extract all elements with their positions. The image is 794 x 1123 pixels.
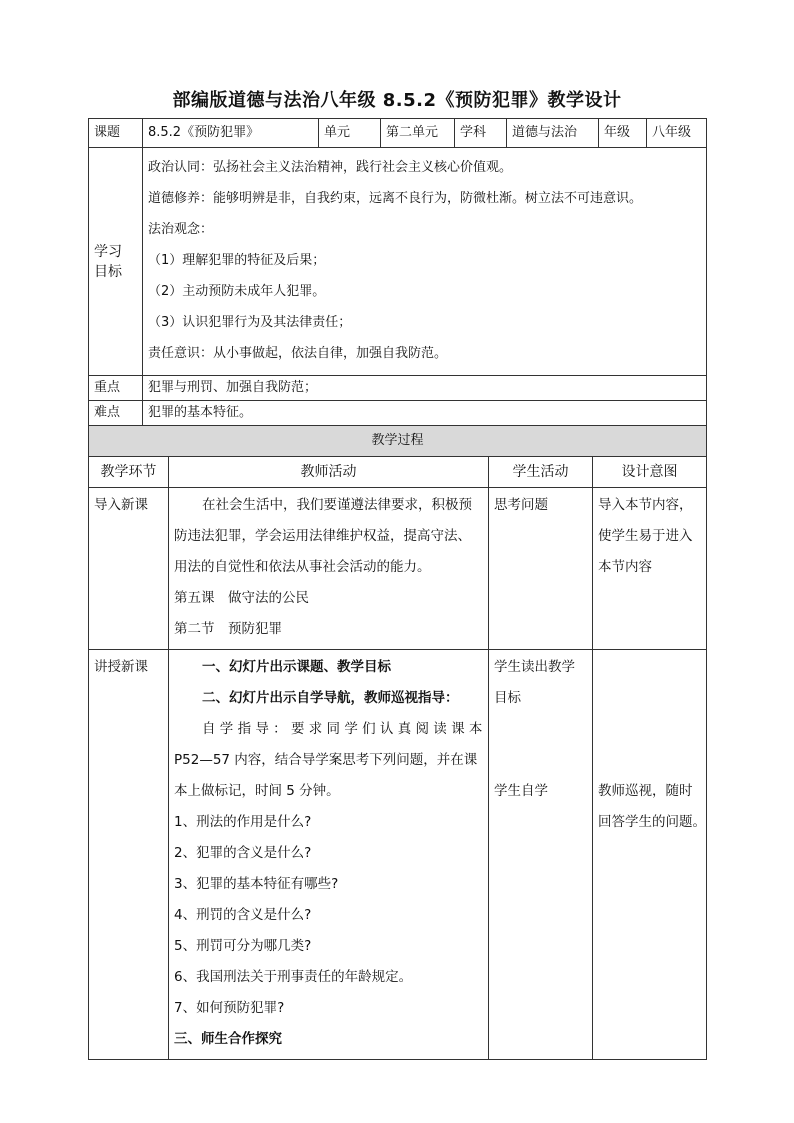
- goals-label-line-2: 目标: [94, 263, 122, 280]
- column-header: 学生活动: [489, 457, 593, 488]
- topic-value: 8.5.2《预防犯罪》: [143, 119, 319, 148]
- column-header: 教学环节: [89, 457, 169, 488]
- student-line: 学生读出教学: [494, 659, 575, 675]
- guide-line: P52—57 内容，结合导学案思考下列问题，并在课: [174, 752, 478, 768]
- intro-stage: [89, 488, 169, 650]
- process-table: [88, 425, 707, 1060]
- teacher-line: 用法的自觉性和依法从事社会活动的能力。: [174, 559, 431, 575]
- goal-line: 法治观念：: [148, 222, 214, 237]
- intent-line: 回答学生的问题。: [598, 814, 706, 830]
- goal-line: 责任意识：从小事做起，依法自律，加强自我防范。: [148, 346, 448, 361]
- question-item: 1、刑法的作用是什么?: [174, 814, 312, 830]
- lecture-design-intent: [593, 650, 707, 1060]
- lecture-row: [89, 650, 707, 1060]
- question-item: 6、我国刑法关于刑事责任的年龄规定。: [174, 969, 413, 985]
- goals-label-line-1: 学习: [94, 243, 122, 260]
- header-row: [89, 119, 707, 148]
- intro-student-activity: [489, 488, 593, 650]
- column-header: 教师活动: [169, 457, 489, 488]
- intro-design-intent: [593, 488, 707, 650]
- difficulties-label: 难点: [89, 401, 143, 426]
- lecture-stage: [89, 650, 169, 1060]
- teacher-line: 在社会生活中，我们要谨遵法律要求，积极预: [202, 497, 472, 513]
- document-title: 部编版道德与法治八年级 8.5.2《预防犯罪》教学设计: [172, 90, 622, 111]
- process-section-title: 教学过程: [89, 426, 707, 457]
- stage-label: 导入新课: [94, 497, 148, 513]
- unit-value: 第二单元: [381, 119, 455, 148]
- goal-line: 道德修养：能够明辨是非，自我约束，远离不良行为，防微杜渐。树立法不可违意识。: [148, 191, 643, 206]
- spacer: [494, 745, 587, 776]
- intro-teacher-activity: [169, 488, 489, 650]
- spacer: [494, 714, 587, 745]
- goals-row: [89, 148, 707, 376]
- question-item: 4、刑罚的含义是什么?: [174, 907, 312, 923]
- lecture-teacher-activity: [169, 650, 489, 1060]
- question-item: 5、刑罚可分为哪几类?: [174, 938, 312, 954]
- subject-label: 学科: [455, 119, 507, 148]
- teacher-line: 第五课 做守法的公民: [174, 590, 309, 606]
- goal-line: 政治认同：弘扬社会主义法治精神，践行社会主义核心价值观。: [148, 160, 513, 175]
- stage-label: 讲授新课: [94, 659, 148, 675]
- lecture-student-activity: [489, 650, 593, 1060]
- question-item: 7、如何预防犯罪?: [174, 1000, 285, 1016]
- key-points-value: 犯罪与刑罚、加强自我防范；: [143, 376, 707, 401]
- spacer: [598, 714, 701, 745]
- step-heading: 三、师生合作探究: [174, 1031, 282, 1047]
- goal-line: （1）理解犯罪的特征及后果；: [148, 253, 326, 268]
- student-line: 目标: [494, 690, 521, 706]
- grade-value: 八年级: [647, 119, 707, 148]
- question-item: 2、犯罪的含义是什么?: [174, 845, 312, 861]
- topic-label: 课题: [89, 119, 143, 148]
- spacer: [598, 683, 701, 714]
- lesson-plan-sheet: [88, 118, 706, 1060]
- subject-value: 道德与法治: [507, 119, 599, 148]
- grade-label: 年级: [599, 119, 647, 148]
- info-table: [88, 118, 707, 426]
- key-points-label: 重点: [89, 376, 143, 401]
- teacher-line: 第二节 预防犯罪: [174, 621, 282, 637]
- difficulties-value: 犯罪的基本特征。: [143, 401, 707, 426]
- step-heading: 二、幻灯片出示自学导航，教师巡视指导：: [202, 690, 459, 706]
- intent-line: 本节内容: [598, 559, 652, 575]
- student-line: 思考问题: [494, 497, 548, 513]
- goal-line: （2）主动预防未成年人犯罪。: [148, 284, 326, 299]
- process-column-headers: [89, 457, 707, 488]
- question-item: 3、犯罪的基本特征有哪些?: [174, 876, 339, 892]
- spacer: [598, 745, 701, 776]
- intent-line: 教师巡视，随时: [598, 783, 693, 799]
- column-header: 设计意图: [593, 457, 707, 488]
- intent-line: 导入本节内容，: [598, 497, 693, 513]
- goals-content: [143, 148, 707, 376]
- difficulties-row: [89, 401, 707, 426]
- guide-line: 自 学 指 导 ： 要 求 同 学 们 认 真 阅 读 课 本: [202, 721, 483, 737]
- process-section-row: [89, 426, 707, 457]
- unit-label: 单元: [319, 119, 381, 148]
- step-heading: 一、幻灯片出示课题、教学目标: [202, 659, 391, 675]
- student-line: 学生自学: [494, 783, 548, 799]
- goal-line: （3）认识犯罪行为及其法律责任；: [148, 315, 352, 330]
- goals-label: [89, 148, 143, 376]
- spacer: [598, 652, 701, 683]
- key-points-row: [89, 376, 707, 401]
- intro-row: [89, 488, 707, 650]
- guide-line: 本上做标记，时间 5 分钟。: [174, 783, 340, 799]
- intent-line: 使学生易于进入: [598, 528, 693, 544]
- teacher-line: 防违法犯罪，学会运用法律维护权益，提高守法、: [174, 528, 471, 544]
